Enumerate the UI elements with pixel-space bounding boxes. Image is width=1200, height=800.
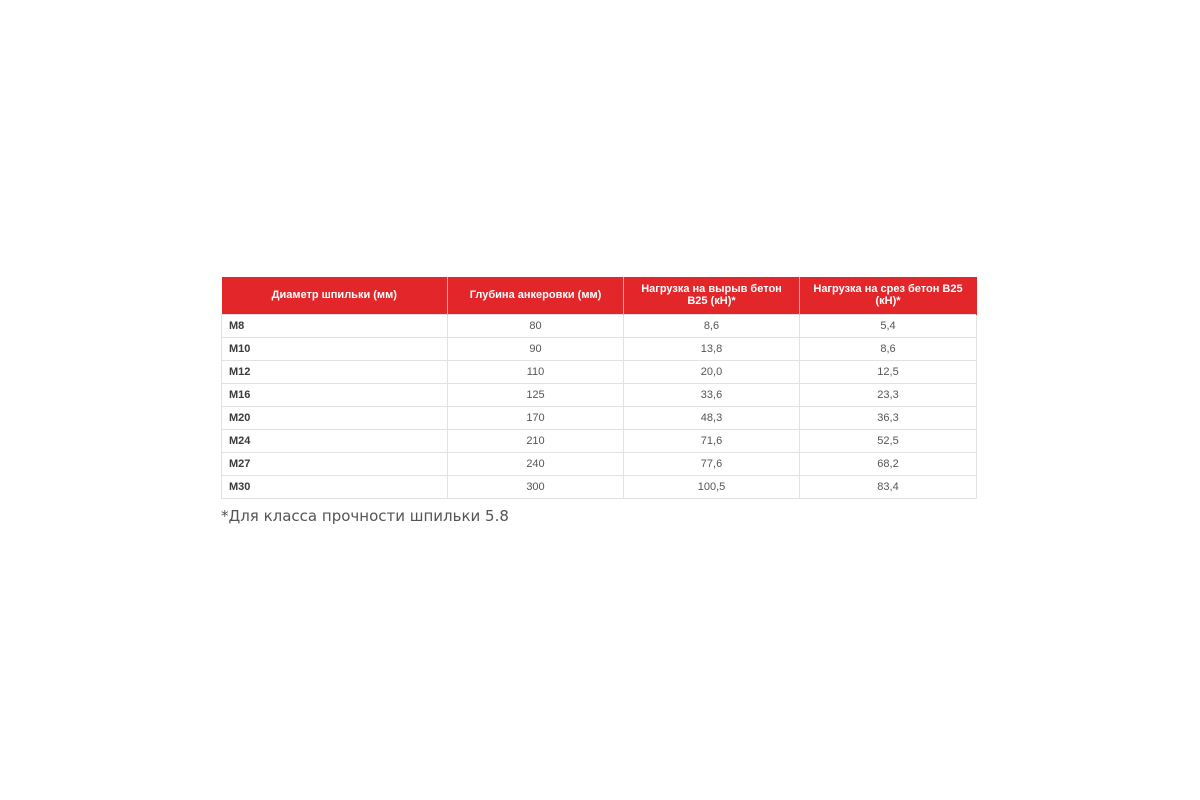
cell-stud-diameter: M30 xyxy=(222,475,448,498)
cell-stud-diameter: M16 xyxy=(222,383,448,406)
cell-shear-load: 5,4 xyxy=(800,314,977,337)
table-body xyxy=(222,314,977,498)
cell-shear-load: 36,3 xyxy=(800,406,977,429)
table-row xyxy=(222,337,977,360)
cell-anchor-depth: 90 xyxy=(448,337,624,360)
cell-pullout-load: 77,6 xyxy=(624,452,800,475)
table-row xyxy=(222,429,977,452)
cell-stud-diameter: M20 xyxy=(222,406,448,429)
cell-stud-diameter: M24 xyxy=(222,429,448,452)
cell-pullout-load: 71,6 xyxy=(624,429,800,452)
cell-shear-load: 68,2 xyxy=(800,452,977,475)
cell-shear-load: 8,6 xyxy=(800,337,977,360)
cell-pullout-load: 13,8 xyxy=(624,337,800,360)
table-row xyxy=(222,475,977,498)
cell-anchor-depth: 170 xyxy=(448,406,624,429)
header-row xyxy=(222,277,977,314)
header-pullout-load: Нагрузка на вырыв бетон B25 (кН)* xyxy=(624,277,800,314)
table-row xyxy=(222,383,977,406)
cell-anchor-depth: 240 xyxy=(448,452,624,475)
footnote: *Для класса прочности шпильки 5.8 xyxy=(221,507,509,525)
table-row xyxy=(222,360,977,383)
cell-shear-load: 83,4 xyxy=(800,475,977,498)
table-row xyxy=(222,406,977,429)
table-header xyxy=(222,277,977,314)
cell-pullout-load: 100,5 xyxy=(624,475,800,498)
cell-stud-diameter: M10 xyxy=(222,337,448,360)
cell-anchor-depth: 300 xyxy=(448,475,624,498)
header-stud-diameter: Диаметр шпильки (мм) xyxy=(222,277,448,314)
cell-anchor-depth: 210 xyxy=(448,429,624,452)
cell-stud-diameter: M12 xyxy=(222,360,448,383)
cell-stud-diameter: M8 xyxy=(222,314,448,337)
header-anchor-depth: Глубина анкеровки (мм) xyxy=(448,277,624,314)
cell-shear-load: 52,5 xyxy=(800,429,977,452)
cell-pullout-load: 48,3 xyxy=(624,406,800,429)
table-row xyxy=(222,452,977,475)
cell-shear-load: 23,3 xyxy=(800,383,977,406)
cell-anchor-depth: 110 xyxy=(448,360,624,383)
header-shear-load: Нагрузка на срез бетон B25 (кН)* xyxy=(800,277,977,314)
cell-shear-load: 12,5 xyxy=(800,360,977,383)
anchor-spec-table xyxy=(221,277,977,499)
cell-pullout-load: 8,6 xyxy=(624,314,800,337)
cell-anchor-depth: 80 xyxy=(448,314,624,337)
cell-anchor-depth: 125 xyxy=(448,383,624,406)
cell-stud-diameter: M27 xyxy=(222,452,448,475)
cell-pullout-load: 33,6 xyxy=(624,383,800,406)
table-row xyxy=(222,314,977,337)
cell-pullout-load: 20,0 xyxy=(624,360,800,383)
